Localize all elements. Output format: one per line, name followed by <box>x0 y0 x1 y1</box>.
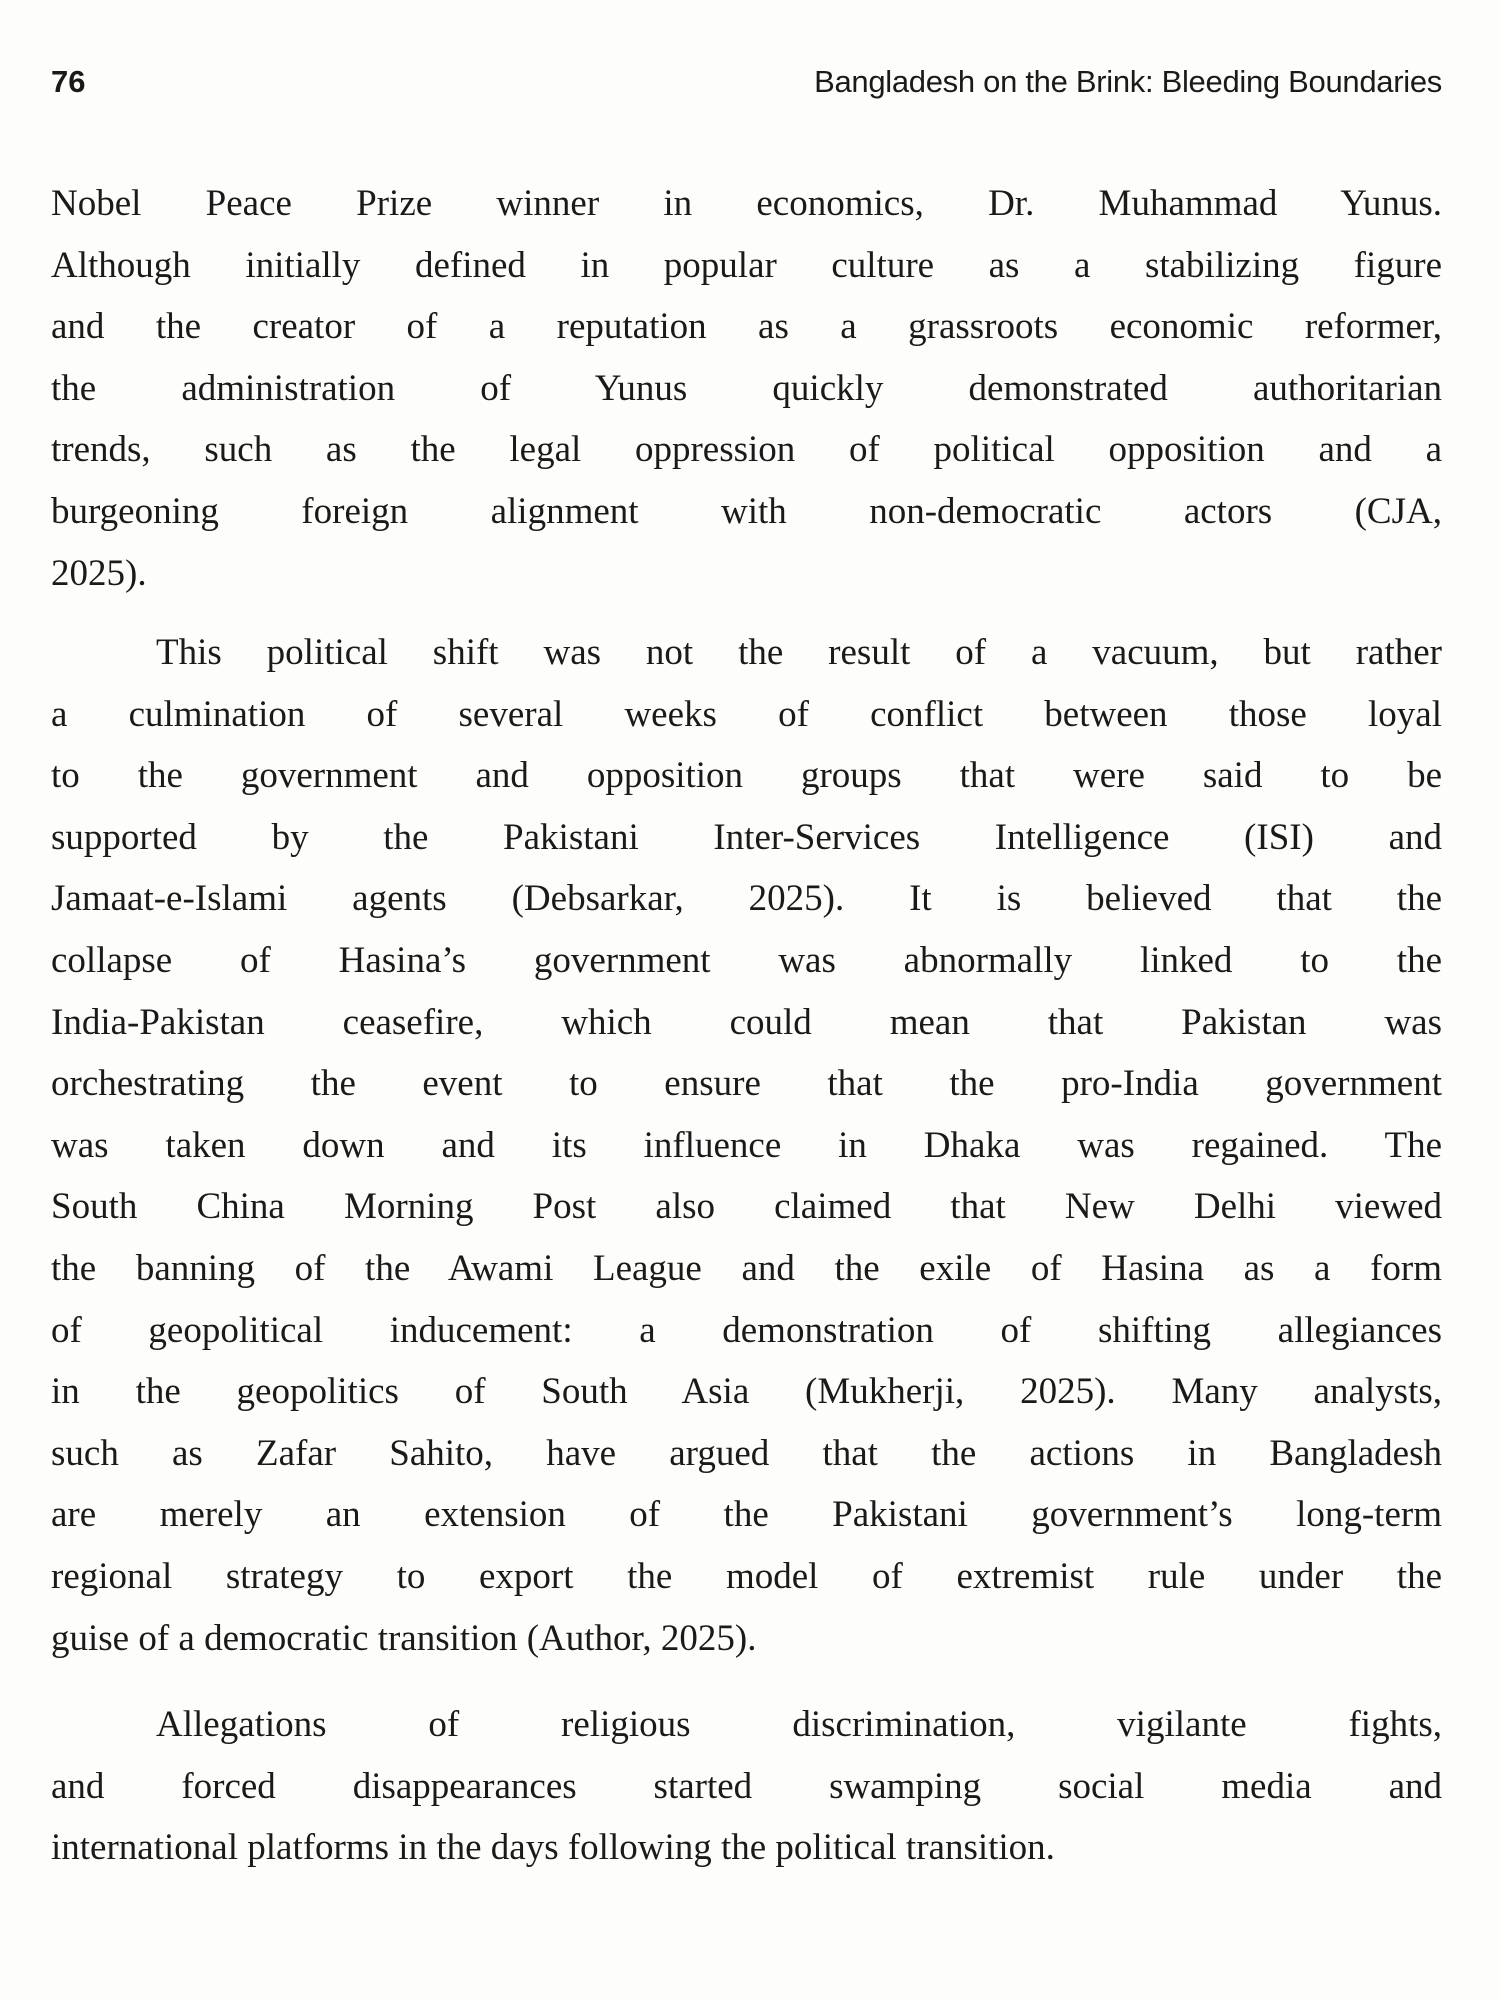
text-line: was taken down and its influence in Dhaka was regained. The <box>51 1124 1442 1166</box>
text-line: regional strategy to export the model of extremist rule under the <box>51 1555 1442 1597</box>
text-line: India-Pakistan ceasefire, which could mean that Pakistan was <box>51 1001 1442 1043</box>
text-line: are merely an extension of the Pakistani government’s long-term <box>51 1494 1442 1536</box>
text-line: and the creator of a reputation as a grassroots economic reformer, <box>51 306 1442 348</box>
running-title: Bangladesh on the Brink: Bleeding Boundaries <box>814 64 1442 99</box>
text-line: orchestrating the event to ensure that the pro-India government <box>51 1063 1442 1105</box>
text-line: trends, such as the legal oppression of political opposition and a <box>51 429 1442 471</box>
paragraph <box>51 622 1442 1669</box>
text-line: Jamaat-e-Islami agents (Debsarkar, 2025). It is believed that the <box>51 878 1442 920</box>
text-line: South China Morning Post also claimed that New Delhi viewed <box>51 1186 1442 1228</box>
text-line: such as Zafar Sahito, have argued that the actions in Bangladesh <box>51 1432 1442 1474</box>
text-line: Allegations of religious discrimination, vigilante fights, <box>156 1704 1442 1745</box>
text-line: the administration of Yunus quickly demonstrated authoritarian <box>51 367 1442 409</box>
page-header <box>51 64 1442 110</box>
text-line: collapse of Hasina’s government was abnormally linked to the <box>51 939 1442 981</box>
text-line: a culmination of several weeks of conflict between those loyal <box>51 693 1442 735</box>
text-line: Although initially defined in popular culture as a stabilizing figure <box>51 244 1442 286</box>
text-line: in the geopolitics of South Asia (Mukherji, 2025). Many analysts, <box>51 1371 1442 1413</box>
text-line: supported by the Pakistani Inter-Services Intelligence (ISI) and <box>51 816 1442 858</box>
text-line: the banning of the Awami League and the exile of Hasina as a form <box>51 1247 1442 1289</box>
text-line: to the government and opposition groups that were said to be <box>51 755 1442 797</box>
text-line: burgeoning foreign alignment with non-democratic actors (CJA, <box>51 490 1442 532</box>
paragraph <box>51 1694 1442 1879</box>
text-line: international platforms in the days following the political transition. <box>51 1827 1055 1869</box>
text-line: of geopolitical inducement: a demonstration of shifting allegiances <box>51 1309 1442 1351</box>
page-number: 76 <box>51 64 86 99</box>
text-line: guise of a democratic transition (Author, 2025). <box>51 1617 757 1659</box>
text-line: This political shift was not the result of a vacuum, but rather <box>156 632 1442 673</box>
text-line: Nobel Peace Prize winner in economics, Dr. Muhammad Yunus. <box>51 183 1442 224</box>
text-line: and forced disappearances started swamping social media and <box>51 1765 1442 1807</box>
paragraph <box>51 173 1442 604</box>
text-line: 2025). <box>51 552 147 594</box>
